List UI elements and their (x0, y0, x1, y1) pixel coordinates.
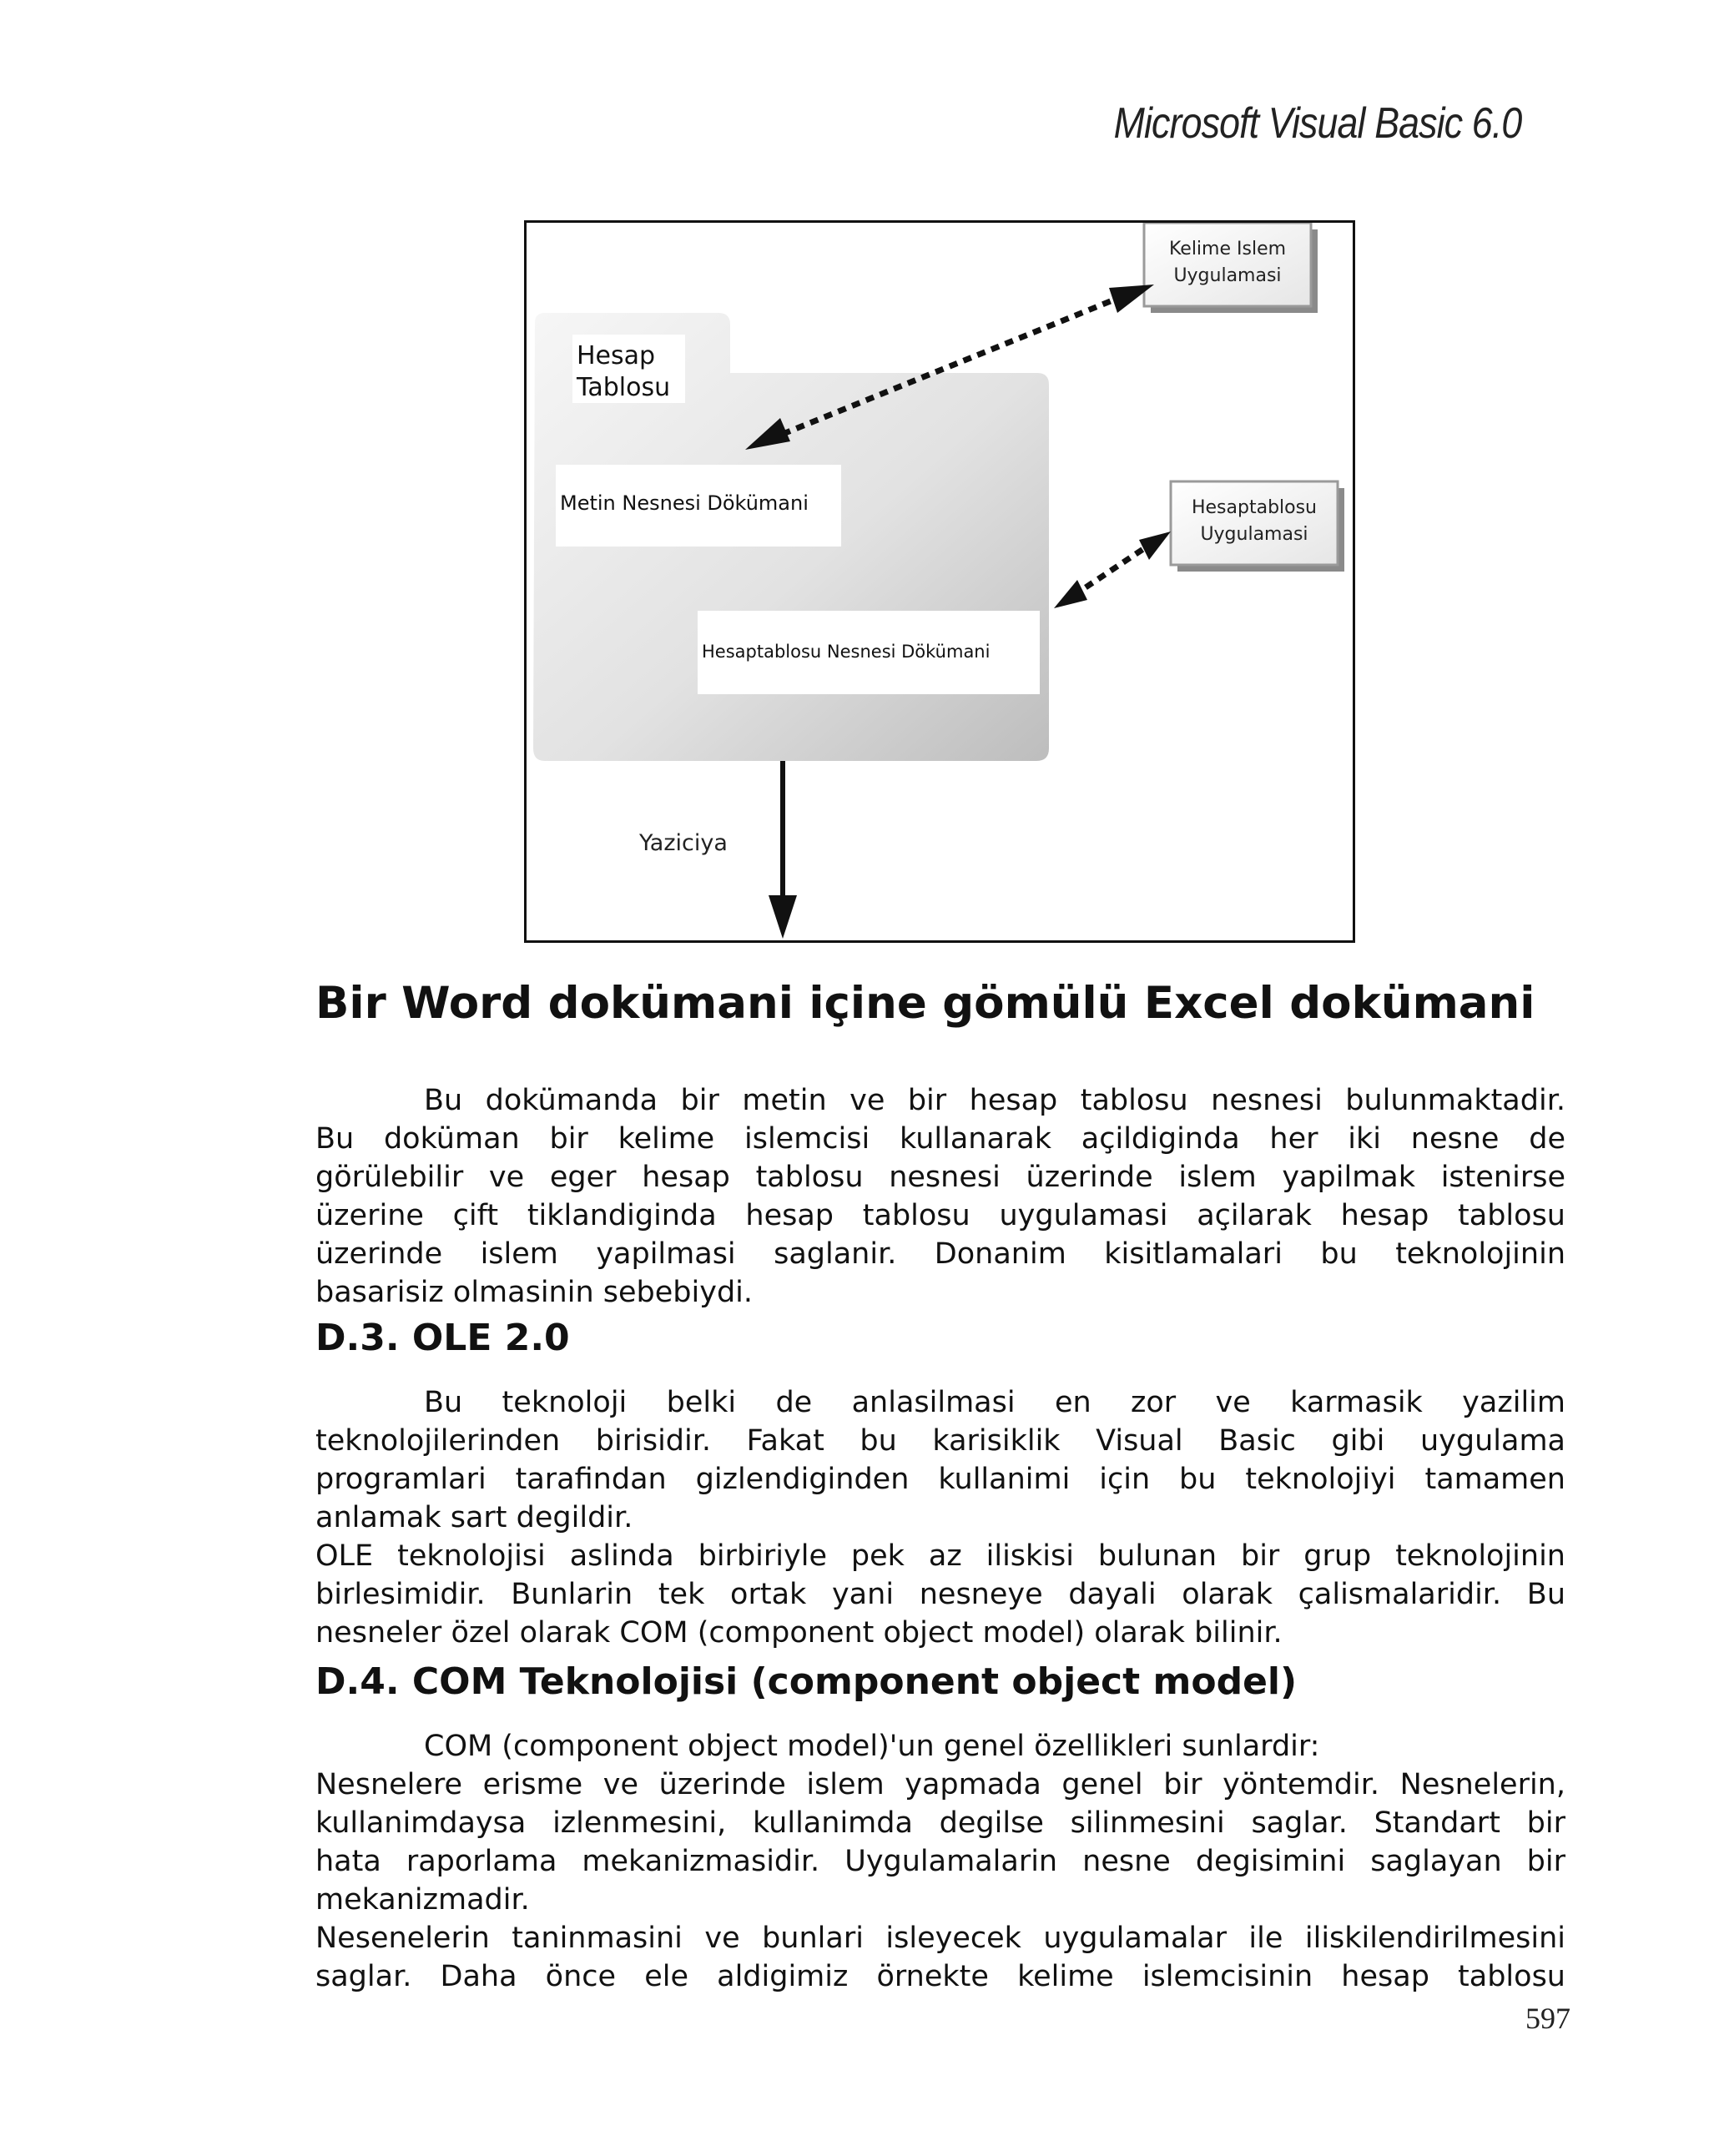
ole-diagram (524, 220, 1355, 943)
spreadsheet-object-doc-label: Hesaptablosu Nesnesi Dökümani (702, 642, 991, 662)
spreadsheet-link-arrow (1054, 531, 1171, 608)
section-heading-d3: D.3. OLE 2.0 (315, 1317, 570, 1359)
paragraph-line: Bu dokümanda bir metin ve bir hesap tablosu nesnesi bulunmaktadir. (424, 1084, 1565, 1117)
paragraph-line: hata raporlama mekanizmasidir. Uygulamalarin nesne degisimini saglayan bir (315, 1845, 1565, 1878)
paragraph-line: teknolojilerinden birisidir. Fakat bu karisiklik Visual Basic gibi uygulama (315, 1424, 1565, 1458)
section-heading-d4: D.4. COM Teknolojisi (component object model) (315, 1660, 1298, 1703)
paragraph-line: mekanizmadir. (315, 1883, 530, 1917)
folder-label-line2: Tablosu (577, 373, 671, 402)
spreadsheet-app-line2: Uygulamasi (1200, 524, 1308, 545)
paragraph-line: Nesnelere erisme ve üzerinde islem yapmada genel bir yöntemdir. Nesnelerin, (315, 1768, 1565, 1801)
paragraph-line: saglar. Daha önce ele aldigimiz örnekte kelime islemcisinin hesap tablosu (315, 1960, 1565, 1993)
paragraph-line: görülebilir ve eger hesap tablosu nesnesi üzerinde islem yapilmak istenirse (315, 1161, 1565, 1194)
word-app-line2: Uygulamasi (1173, 265, 1282, 286)
figure-caption: Bir Word dokümani içine gömülü Excel dokümani (315, 978, 1535, 1029)
paragraph-line: anlamak sart degildir. (315, 1501, 633, 1534)
paragraph-line: üzerine çift tiklandiginda hesap tablosu uygulamasi açilarak hesap tablosu (315, 1199, 1565, 1232)
paragraph-line: üzerinde islem yapilmasi saglanir. Donanim kisitlamalari bu teknolojinin (315, 1237, 1565, 1271)
paragraph-line: birlesimidir. Bunlarin tek ortak yani nesneye dayali olarak çalismalaridir. Bu (315, 1578, 1565, 1611)
running-header: Microsoft Visual Basic 6.0 (1113, 99, 1521, 148)
paragraph-line: kullanimdaysa izlenmesini, kullanimda degilse silinmesini saglar. Standart bir (315, 1806, 1565, 1840)
paragraph-line: Bu doküman bir kelime islemcisi kullanarak açildiginda her iki nesne de (315, 1122, 1565, 1156)
printer-arrow (769, 761, 797, 939)
spreadsheet-app-line1: Hesaptablosu (1191, 497, 1318, 518)
paragraph-line: nesneler özel olarak COM (component object model) olarak bilinir. (315, 1616, 1283, 1650)
paragraph-1 (315, 1081, 1565, 1312)
paragraph-d4 (315, 1727, 1565, 1996)
word-app-line1: Kelime Islem (1168, 239, 1287, 259)
paragraph-line: OLE teknolojisi aslinda birbiriyle pek az iliskisi bulunan bir grup teknolojinin (315, 1539, 1565, 1573)
printer-label: Yaziciya (639, 830, 728, 856)
folder-label-line1: Hesap (577, 341, 656, 370)
paragraph-line: Bu teknoloji belki de anlasilmasi en zor ve karmasik yazilim (424, 1386, 1565, 1419)
paragraph-line: Nesenelerin taninmasini ve bunlari isleyecek uygulamalar ile iliskilendirilmesini (315, 1922, 1565, 1955)
paragraph-line: COM (component object model)'un genel özellikleri sunlardir: (424, 1730, 1320, 1763)
paragraph-line: basarisiz olmasinin sebebiydi. (315, 1276, 754, 1309)
text-object-doc-label: Metin Nesnesi Dökümani (560, 491, 809, 515)
paragraph-line: programlari tarafindan gizlendiginden kullanimi için bu teknolojiyi tamamen (315, 1463, 1565, 1496)
page-number: 597 (1525, 2002, 1570, 2035)
paragraph-d3 (315, 1383, 1565, 1652)
